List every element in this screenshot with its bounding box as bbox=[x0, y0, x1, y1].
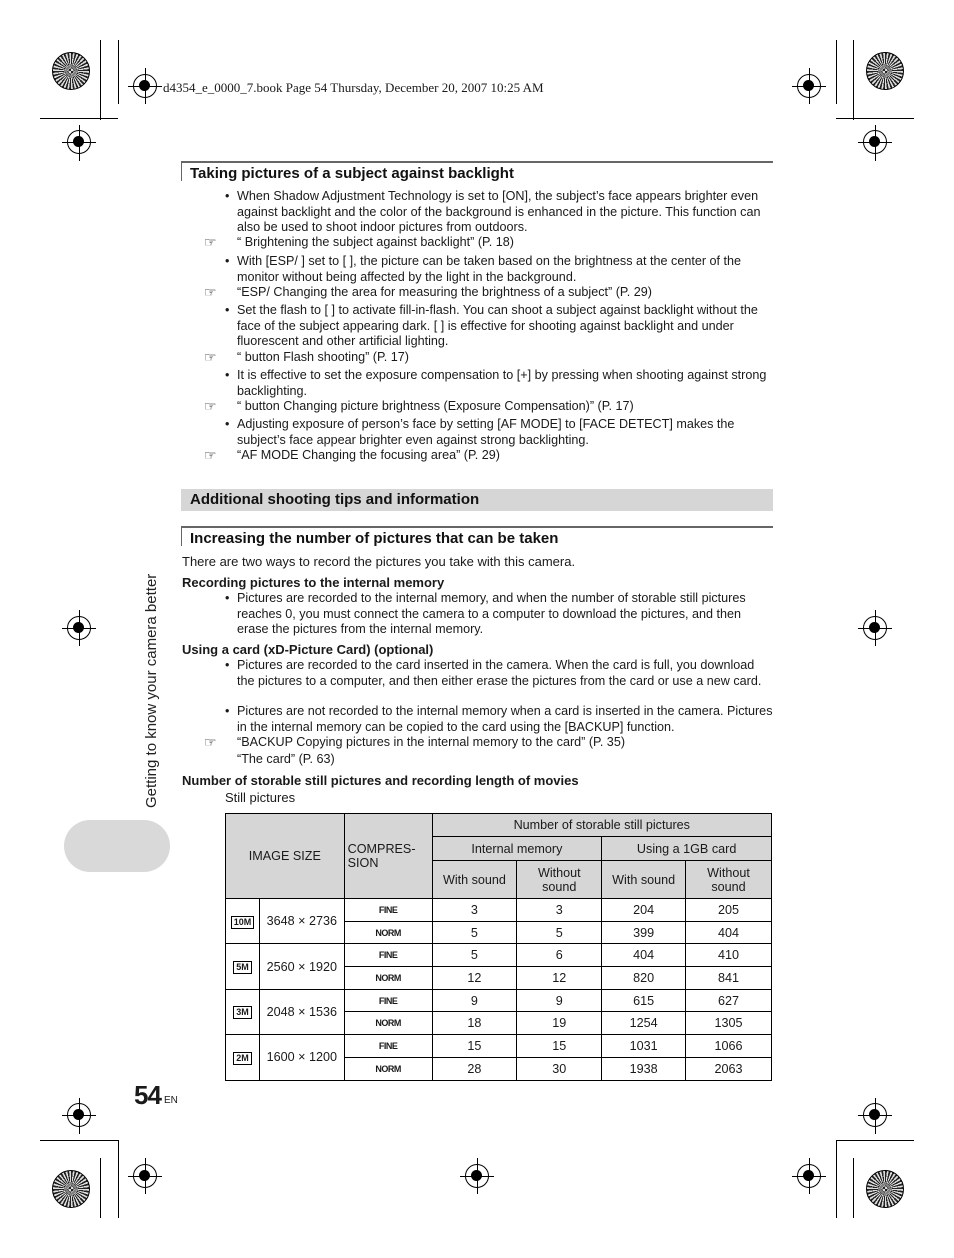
image-size-value: 2048 × 1536 bbox=[259, 989, 344, 1034]
compression-quality: FINE bbox=[344, 944, 432, 967]
compression-quality: NORM bbox=[344, 967, 432, 990]
reference-af-mode: “AF MODE Changing the focusing area” (P. 29) bbox=[237, 448, 500, 462]
reference-hand-icon: ☞ bbox=[204, 284, 217, 300]
star-target-icon bbox=[866, 1170, 904, 1208]
storable-count: 2063 bbox=[686, 1057, 772, 1080]
reference-exposure: “ button Changing picture brightness (Exposure Compensation)” (P. 17) bbox=[237, 399, 634, 413]
storable-count: 399 bbox=[602, 921, 686, 944]
image-size-icon-cell bbox=[226, 899, 260, 944]
section-heading-increasing: Increasing the number of pictures that can be taken bbox=[181, 526, 773, 550]
storable-count: 615 bbox=[602, 989, 686, 1012]
storable-count: 204 bbox=[602, 899, 686, 922]
storable-count: 627 bbox=[686, 989, 772, 1012]
storable-count: 205 bbox=[686, 899, 772, 922]
storable-count: 1254 bbox=[602, 1012, 686, 1035]
image-size-icon: 2M bbox=[233, 1052, 252, 1065]
storable-count: 3 bbox=[517, 899, 602, 922]
intro-text: There are two ways to record the pictures you take with this camera. bbox=[182, 554, 576, 569]
image-size-value: 3648 × 2736 bbox=[259, 899, 344, 944]
image-size-icon-cell bbox=[226, 1035, 260, 1080]
header-number-storable: Number of storable still pictures bbox=[432, 814, 771, 837]
header-1gb-card: Using a 1GB card bbox=[602, 837, 772, 861]
storable-count: 404 bbox=[686, 921, 772, 944]
storable-count: 5 bbox=[432, 944, 517, 967]
subheading-card: Using a card (xD-Picture Card) (optional) bbox=[182, 642, 434, 657]
header-without-sound: Without sound bbox=[686, 861, 772, 899]
storable-count: 1938 bbox=[602, 1057, 686, 1080]
compression-quality: FINE bbox=[344, 989, 432, 1012]
bullet-af-mode: • Adjusting exposure of person’s face by setting [AF MODE] to [FACE DETECT] makes the subject’s face appear brighter even against strong backlighting. bbox=[237, 417, 773, 448]
storable-count: 410 bbox=[686, 944, 772, 967]
header-compression: COMPRES- SION bbox=[344, 814, 432, 899]
reference-hand-icon: ☞ bbox=[204, 447, 217, 463]
bullet-exposure: • It is effective to set the exposure compensation to [+] by pressing when shooting against strong backlighting. bbox=[237, 368, 773, 399]
section-heading-tips: Additional shooting tips and information bbox=[181, 489, 773, 511]
reference-backup: “BACKUP Copying pictures in the internal memory to the card” (P. 35) bbox=[237, 735, 626, 749]
compression-quality: FINE bbox=[344, 899, 432, 922]
bullet-flash: • Set the flash to [ ] to activate fill-in-flash. You can shoot a subject against backlight without the face of the subject appearing dark. [ ] is effective for shooting against backlight and under fluorescent and other artificial lighting. bbox=[237, 303, 773, 350]
reference-shadow-adjustment: “ Brightening the subject against backlight” (P. 18) bbox=[237, 235, 514, 249]
storable-count: 1031 bbox=[602, 1035, 686, 1058]
image-size-icon-cell bbox=[226, 944, 260, 989]
storable-count: 12 bbox=[432, 967, 517, 990]
storable-count: 30 bbox=[517, 1057, 602, 1080]
star-target-icon bbox=[52, 52, 90, 90]
section-heading-backlight: Taking pictures of a subject against backlight bbox=[181, 161, 773, 185]
image-size-icon: 10M bbox=[231, 916, 255, 929]
chapter-tab bbox=[64, 820, 170, 872]
image-size-value: 1600 × 1200 bbox=[259, 1035, 344, 1080]
bullet-card-2: • Pictures are not recorded to the internal memory when a card is inserted in the camera. Pictures in the internal memory can be copied to the card using the [BACKUP] function. bbox=[237, 704, 773, 735]
image-size-icon-cell bbox=[226, 989, 260, 1034]
star-target-icon bbox=[866, 52, 904, 90]
table-row bbox=[226, 944, 772, 967]
storable-count: 841 bbox=[686, 967, 772, 990]
bullet-card-1: • Pictures are recorded to the card inserted in the camera. When the card is full, you download the pictures to a computer, and then either erase the pictures from the card or use a new card. bbox=[237, 658, 773, 689]
header-with-sound: With sound bbox=[602, 861, 686, 899]
storable-count: 5 bbox=[517, 921, 602, 944]
reference-card: “The card” (P. 63) bbox=[237, 752, 335, 766]
star-target-icon bbox=[52, 1170, 90, 1208]
storable-count: 9 bbox=[432, 989, 517, 1012]
storable-count: 3 bbox=[432, 899, 517, 922]
header-image-size: IMAGE SIZE bbox=[226, 814, 345, 899]
header-internal-memory: Internal memory bbox=[432, 837, 602, 861]
reference-hand-icon: ☞ bbox=[204, 734, 217, 750]
bullet-esp: • With [ESP/ ] set to [ ], the picture can be taken based on the brightness at the center of the monitor without being affected by the light in the background. bbox=[237, 254, 773, 285]
table-row bbox=[226, 989, 772, 1012]
reference-flash: “ button Flash shooting” (P. 17) bbox=[237, 350, 409, 364]
storable-count: 28 bbox=[432, 1057, 517, 1080]
compression-quality: NORM bbox=[344, 921, 432, 944]
table-row bbox=[226, 1035, 772, 1058]
storable-count: 18 bbox=[432, 1012, 517, 1035]
bullet-shadow-adjustment: • When Shadow Adjustment Technology is set to [ON], the subject’s face appears brighter even against backlight and the color of the background is enhanced in the picture. This function can also be used to shoot indoor pictures from outdoors. bbox=[237, 189, 773, 236]
storable-count: 404 bbox=[602, 944, 686, 967]
still-pictures-label: Still pictures bbox=[225, 790, 296, 805]
side-chapter-label: Getting to know your camera better bbox=[143, 573, 160, 808]
language-code: EN bbox=[164, 1095, 178, 1106]
image-size-value: 2560 × 1920 bbox=[259, 944, 344, 989]
compression-quality: FINE bbox=[344, 1035, 432, 1058]
reference-hand-icon: ☞ bbox=[204, 234, 217, 250]
storable-count: 12 bbox=[517, 967, 602, 990]
storable-count: 1066 bbox=[686, 1035, 772, 1058]
reference-hand-icon: ☞ bbox=[204, 349, 217, 365]
storable-pictures-table bbox=[225, 813, 772, 1081]
storable-count: 15 bbox=[432, 1035, 517, 1058]
reference-hand-icon: ☞ bbox=[204, 398, 217, 414]
bullet-internal-memory: • Pictures are recorded to the internal memory, and when the number of storable still pictures reaches 0, you must connect the camera to a computer to download the pictures, and then erase the pictures from the internal memory. bbox=[237, 591, 773, 638]
storable-count: 6 bbox=[517, 944, 602, 967]
header-with-sound: With sound bbox=[432, 861, 517, 899]
storable-count: 9 bbox=[517, 989, 602, 1012]
image-size-icon: 5M bbox=[233, 961, 252, 974]
storable-count: 5 bbox=[432, 921, 517, 944]
storable-count: 15 bbox=[517, 1035, 602, 1058]
image-size-icon: 3M bbox=[233, 1006, 252, 1019]
file-info: d4354_e_0000_7.book Page 54 Thursday, December 20, 2007 10:25 AM bbox=[163, 80, 544, 95]
header-without-sound: Without sound bbox=[517, 861, 602, 899]
subheading-internal-memory: Recording pictures to the internal memory bbox=[182, 575, 445, 590]
subheading-storable: Number of storable still pictures and recording length of movies bbox=[182, 773, 579, 788]
compression-quality: NORM bbox=[344, 1057, 432, 1080]
compression-quality: NORM bbox=[344, 1012, 432, 1035]
storable-count: 19 bbox=[517, 1012, 602, 1035]
page-number: 54 bbox=[134, 1080, 161, 1110]
storable-count: 1305 bbox=[686, 1012, 772, 1035]
table-row bbox=[226, 899, 772, 922]
reference-esp: “ESP/ Changing the area for measuring the brightness of a subject” (P. 29) bbox=[237, 285, 652, 299]
storable-count: 820 bbox=[602, 967, 686, 990]
